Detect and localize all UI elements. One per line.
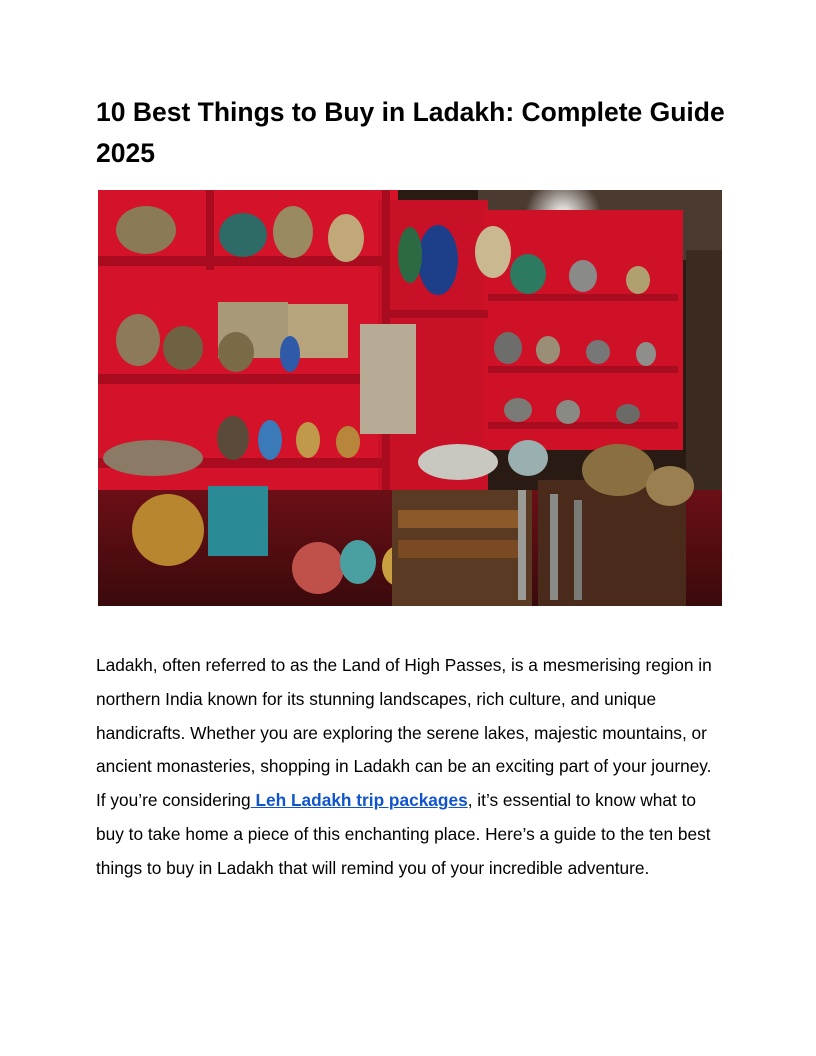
page-title: 10 Best Things to Buy in Ladakh: Complete Guide 2025 bbox=[96, 97, 725, 168]
trip-packages-link[interactable]: Leh Ladakh trip packages bbox=[250, 790, 468, 811]
intro-text-before-link: Ladakh, often referred to as the Land of High Passes, is a mesmerising region in northern India known for its stunning landscapes, rich culture, and unique handicrafts. Whether you are exploring the serene lakes, majestic mountains, or ancient monasteries, shopping in Ladakh can be an exciting part of your journey. If you’re considering bbox=[96, 655, 712, 811]
intro-paragraph bbox=[96, 649, 724, 886]
shop-photo bbox=[98, 190, 722, 606]
intro-text-after-link: , it’s essential to know what to buy to take home a piece of this enchanting place. Here’s a guide to the ten best things to buy in Ladakh that will remind you of your incredible adventure. bbox=[96, 790, 711, 878]
